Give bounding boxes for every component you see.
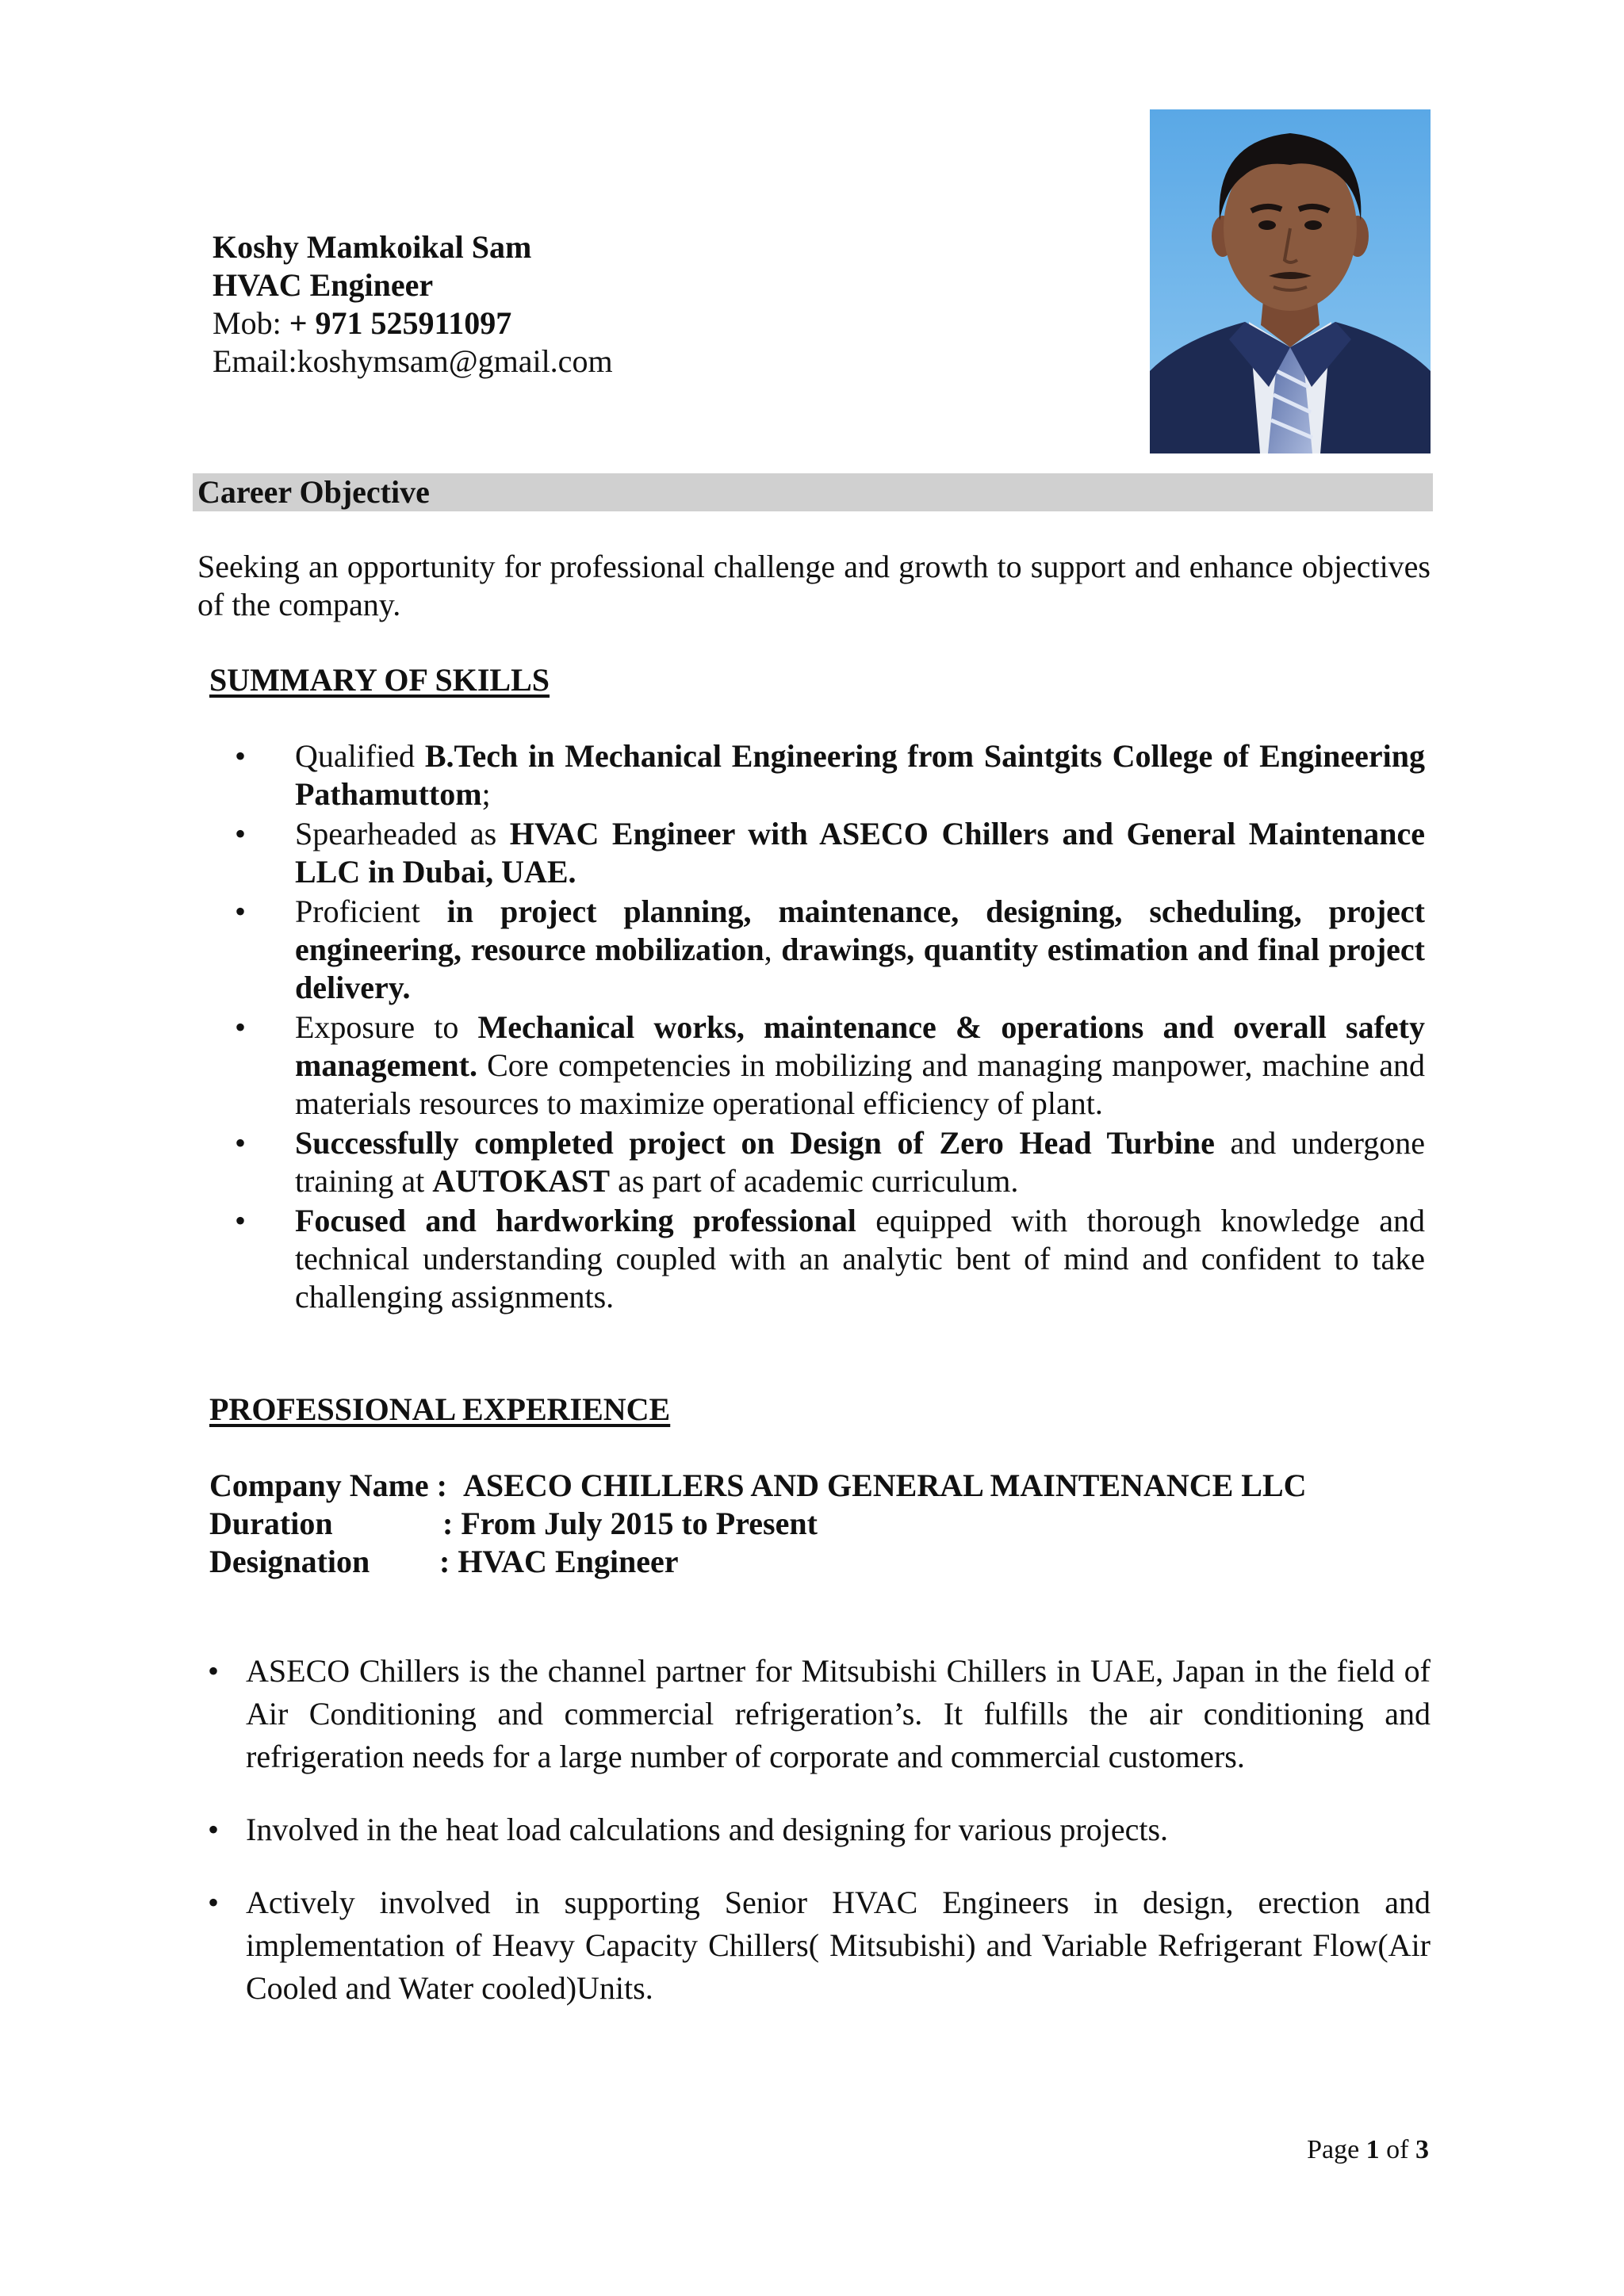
skill-text-part: ; — [481, 776, 491, 812]
skill-text-part: Exposure to — [295, 1009, 478, 1045]
candidate-title: HVAC Engineer — [213, 267, 434, 303]
skill-text — [295, 1202, 1425, 1316]
skill-text-part: Core competencies in mobilizing and managing manpower, machine and materials resources to maximize operational efficiency of plant. — [295, 1047, 1425, 1121]
skill-text-part: HVAC Engineer with ASECO Chillers and General Maintenance LLC in Dubai, UAE. — [295, 816, 1425, 890]
skill-item — [0, 893, 1624, 1007]
bullet-icon: • — [208, 1812, 220, 1847]
designation-value: : HVAC Engineer — [439, 1544, 679, 1579]
skill-text-part: AUTOKAST — [432, 1163, 611, 1199]
company-value: ASECO CHILLERS AND GENERAL MAINTENANCE LLC — [463, 1468, 1307, 1503]
bullet-icon: • — [235, 738, 247, 774]
bullet-icon: • — [235, 894, 247, 929]
skill-text-part: in project planning, maintenance, designing, scheduling, project engineering, resource mobilization — [295, 894, 1426, 967]
experience-item — [0, 1808, 1624, 1851]
skill-text — [295, 737, 1425, 813]
bullet-icon: • — [235, 1009, 247, 1045]
skill-text-part: Mechanical works, maintenance & operations and overall safety management. — [295, 1009, 1426, 1083]
page-total: 3 — [1415, 2135, 1429, 2164]
skill-text — [295, 893, 1425, 1007]
bullet-icon: • — [208, 1885, 220, 1920]
career-objective-text: Seeking an opportunity for professional challenge and growth to support and enhance objectives of the company. — [197, 549, 1431, 622]
mobile-line — [213, 304, 613, 342]
page-of-word: of — [1379, 2135, 1415, 2164]
skill-text-part: B.Tech in Mechanical Engineering from Saintgits College of Engineering Pathamuttom — [295, 738, 1425, 812]
skill-text — [295, 815, 1425, 891]
skill-text — [295, 1008, 1425, 1123]
page-word: Page — [1307, 2135, 1366, 2164]
skill-text-part: equipped with thorough knowledge and technical understanding coupled with an analytic bent of mind and confident to take challenging assignments. — [295, 1203, 1425, 1314]
skill-text-part: as part of academic curriculum. — [610, 1163, 1019, 1199]
candidate-name: Koshy Mamkoikal Sam — [213, 229, 532, 265]
skill-text-part: drawings, quantity estimation and final project delivery. — [295, 932, 1425, 1005]
duration-value: : From July 2015 to Present — [442, 1506, 818, 1541]
mobile-number: + 971 525911097 — [289, 305, 512, 341]
skill-text-part: Proficient — [295, 894, 447, 929]
experience-text: ASECO Chillers is the channel partner for Mitsubishi Chillers in UAE, Japan in the field of Air Conditioning and commercial refrigeration’s. It fulfills the air conditioning and refrigeration needs for a large number of corporate and commercial customers. — [246, 1653, 1431, 1774]
skills-heading: SUMMARY OF SKILLS — [209, 662, 550, 698]
skill-item — [0, 1124, 1624, 1200]
experience-text: Actively involved in supporting Senior HVAC Engineers in design, erection and implementation of Heavy Capacity Chillers( Mitsubishi) and Variable Refrigerant Flow(Air Cooled and Water cooled)Units. — [246, 1885, 1431, 2006]
experience-list — [0, 1650, 1624, 2040]
experience-item — [0, 1881, 1624, 2010]
career-objective-heading: Career Objective — [193, 473, 1433, 511]
skill-text — [295, 1124, 1425, 1200]
duration-label: Duration — [209, 1506, 333, 1541]
contact-header — [213, 228, 613, 381]
bullet-icon: • — [235, 1203, 247, 1238]
skill-text-part: Qualified — [295, 738, 425, 774]
bullet-icon: • — [235, 1125, 247, 1161]
skills-list — [0, 737, 1624, 1318]
experience-text: Involved in the heat load calculations and designing for various projects. — [246, 1812, 1169, 1847]
page-current: 1 — [1365, 2135, 1380, 2164]
company-label: Company Name : — [209, 1468, 447, 1503]
bullet-icon: • — [208, 1653, 220, 1689]
skill-item — [0, 1202, 1624, 1316]
mobile-label: Mob: — [213, 305, 289, 341]
skill-item — [0, 1008, 1624, 1123]
profile-photo — [1150, 109, 1431, 453]
skill-text-part: Successfully completed project on Design of Zero Head Turbine — [295, 1125, 1215, 1161]
skill-text-part: and undergone training at — [295, 1125, 1425, 1199]
bullet-icon: • — [235, 816, 247, 851]
skill-item — [0, 737, 1624, 813]
skill-item — [0, 815, 1624, 891]
page-number — [1307, 2134, 1429, 2166]
email-line: Email:koshymsam@gmail.com — [213, 343, 613, 379]
experience-heading: PROFESSIONAL EXPERIENCE — [209, 1391, 671, 1427]
skill-text-part: , — [764, 932, 782, 967]
skill-text-part: Spearheaded as — [295, 816, 510, 851]
designation-label: Designation — [209, 1544, 370, 1579]
skill-text-part: Focused and hardworking professional — [295, 1203, 856, 1238]
experience-item — [0, 1650, 1624, 1778]
